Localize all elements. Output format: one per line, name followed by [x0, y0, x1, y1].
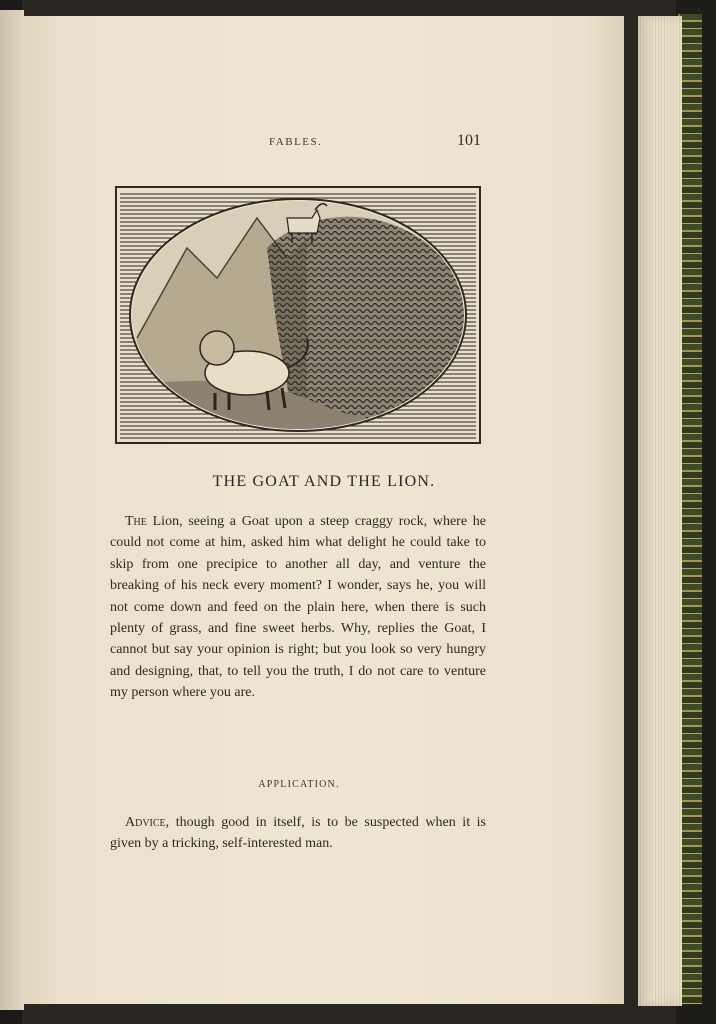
fable-text: Lion, seeing a Goat upon a steep craggy rock, where he could not come at him, asked him what delight he could take to skip from one precipice to another all day, and venture the breaking of his neck every moment? I wonder, says he, you will not come down and feed on the plain here, when there is such plenty of grass, and fine sweet herbs. Why, replies the Goat, I cannot but say your opinion is right; but you look so very hungry and designing, that, to tell you the truth, I do not care to venture my person where you are. [110, 514, 486, 701]
application-text: though good in itself, is to be suspected when it is given by a tricking, self-interested man. [110, 815, 486, 851]
application-body [110, 812, 486, 854]
application-heading: APPLICATION. [258, 779, 340, 790]
fable-lead-word: The [125, 514, 147, 529]
facing-page-edge [0, 10, 24, 1010]
woodcut-illustration [115, 186, 481, 444]
page-number: 101 [457, 132, 481, 149]
running-title: FABLES. [269, 136, 323, 148]
book-page [24, 16, 624, 1004]
application-paragraph [110, 812, 486, 854]
fable-title: THE GOAT AND THE LION. [212, 473, 436, 490]
fable-paragraph [110, 511, 486, 704]
woodcut-goat-and-lion-icon [117, 188, 479, 442]
application-lead-word: Advice, [125, 815, 170, 830]
fable-body [110, 511, 486, 704]
page-block-edges [638, 16, 682, 1006]
